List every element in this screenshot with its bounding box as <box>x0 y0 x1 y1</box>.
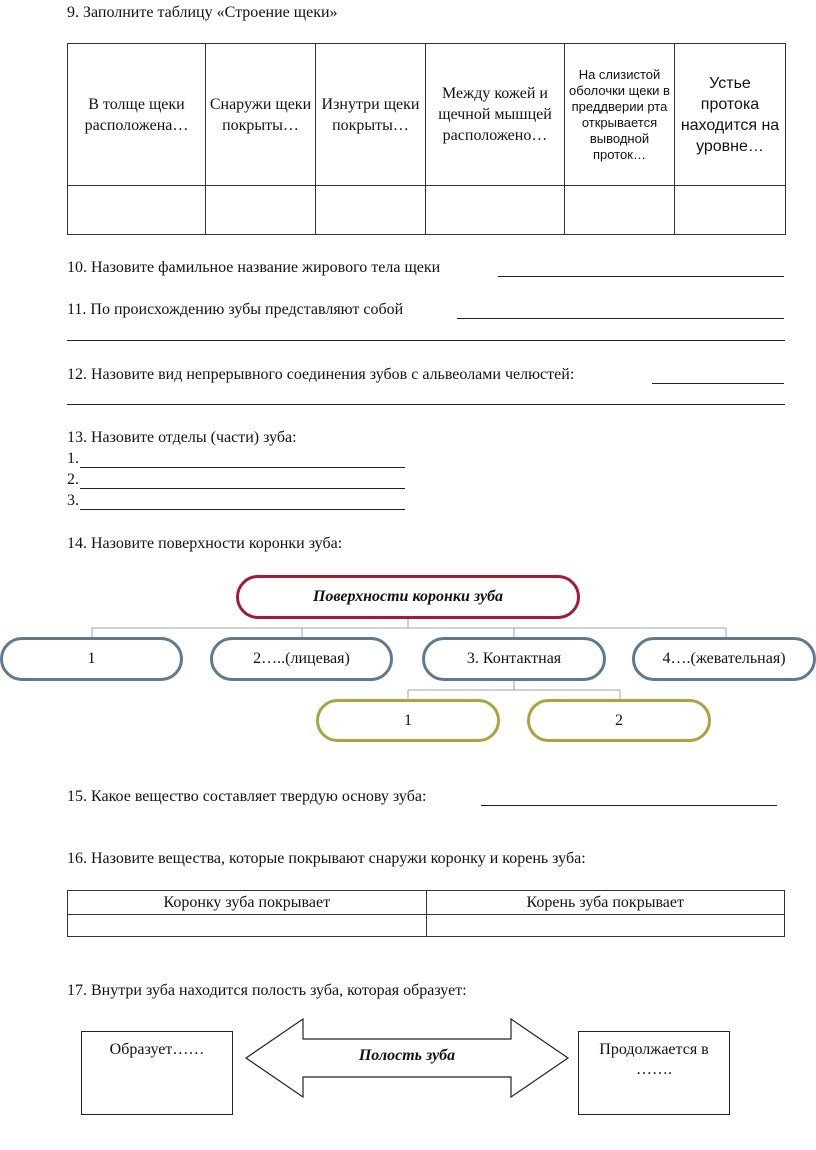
surface-node-1[interactable]: 1 <box>0 637 183 681</box>
q17-text: 17. Внутри зуба находится полость зуба, которая образует: <box>67 982 467 999</box>
q11-text: 11. По происхождению зубы представляют собой <box>67 301 404 318</box>
surface-node-contact[interactable]: 3. Контактная <box>422 637 606 681</box>
answer-line[interactable] <box>481 805 777 806</box>
contact-sub-node-1[interactable]: 1 <box>316 699 500 742</box>
q13-text: 13. Назовите отделы (части) зуба: <box>67 429 297 446</box>
header-cell: Коронку зуба покрывает <box>68 891 427 915</box>
header-cell: Снаружи щеки покрыты… <box>206 44 316 186</box>
crown-surfaces-root: Поверхности коронки зуба <box>236 575 580 619</box>
surface-node-occlusal[interactable]: 4….(жевательная) <box>632 637 816 681</box>
header-cell: Между кожей и щечной мышцей расположено… <box>426 44 565 186</box>
forms-box[interactable]: Образует…… <box>81 1031 233 1115</box>
answer-cell[interactable] <box>426 915 785 937</box>
q16-text: 16. Назовите вещества, которые покрывают снаружи коронку и корень зуба: <box>67 850 586 867</box>
q9-title: 9. Заполните таблицу «Строение щеки» <box>67 4 338 21</box>
q15-text: 15. Какое вещество составляет твердую основу зуба: <box>67 788 427 805</box>
q14-text: 14. Назовите поверхности коронки зуба: <box>67 535 343 552</box>
answer-cell[interactable] <box>68 915 427 937</box>
list-item-number: 1. <box>67 450 79 467</box>
header-cell: В толще щеки расположена… <box>68 44 206 186</box>
list-item-number: 2. <box>67 471 79 488</box>
list-item-number: 3. <box>67 492 79 509</box>
pulp-cavity-label: Полость зуба <box>358 1047 456 1064</box>
surface-node-facial[interactable]: 2…..(лицевая) <box>210 637 393 681</box>
header-cell: Корень зуба покрывает <box>426 891 785 915</box>
contact-sub-node-2[interactable]: 2 <box>527 699 711 742</box>
header-cell: Изнутри щеки покрыты… <box>316 44 426 186</box>
covering-table <box>67 890 785 937</box>
q12-text: 12. Назовите вид непрерывного соединения зубов с альвеолами челюстей: <box>67 366 575 383</box>
q10-text: 10. Назовите фамильное название жирового тела щеки <box>67 259 441 276</box>
header-cell: Устье протока находится на уровне… <box>675 44 786 186</box>
header-cell: На слизистой оболочки щеки в преддверии рта открывается выводной проток… <box>565 44 675 186</box>
continues-box[interactable]: Продолжается в ……. <box>578 1031 730 1115</box>
